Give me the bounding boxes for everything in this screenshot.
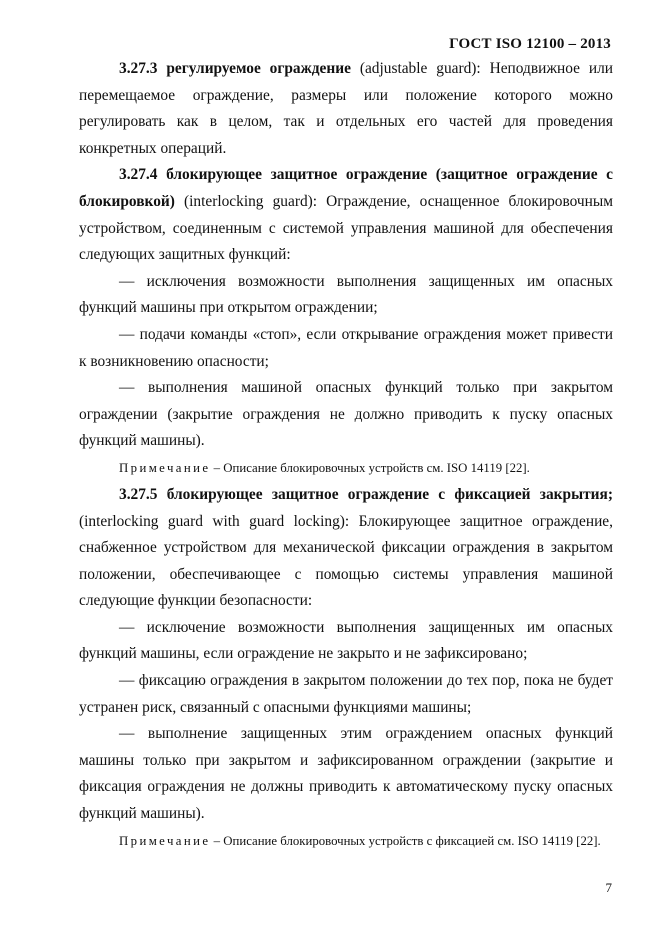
note-label: Примечание <box>119 460 211 475</box>
list-item: — фиксацию ограждения в закрытом положении до тех пор, пока не будет устранен риск, связанный с опасными функциями машины; <box>79 672 613 716</box>
note-label: Примечание <box>119 833 211 848</box>
note-3-27-4 <box>79 457 613 479</box>
definition-3-27-4-text: (interlocking guard): Ограждение, оснащенное блокировочным устройством, соединенным с системой управления машиной для обеспечения следующих защитных функций: <box>79 192 613 264</box>
term-3-27-3: 3.27.3 регулируемое ограждение <box>119 60 351 77</box>
document-header: ГОСТ ISO 12100 – 2013 <box>449 36 611 52</box>
list-item: — выполнения машиной опасных функций только при закрытом ограждении (закрытие ограждения не должно приводить к пуску опасных функций машины). <box>79 379 613 450</box>
list-item: — выполнение защищенных этим ограждением опасных функций машины только при закрытом и зафиксированном ограждении (закрытие и фиксация ограждения не должны приводить к автоматическому пуску опасных функций машины). <box>79 725 613 823</box>
definition-3-27-4 <box>79 162 613 268</box>
list-item: — исключение возможности выполнения защищенных им опасных функций машины, если ограждение не закрыто и не зафиксировано; <box>79 618 613 663</box>
page-body <box>79 56 613 855</box>
term-3-27-5: 3.27.5 блокирующее защитное ограждение с фиксацией закрытия; <box>119 485 613 503</box>
definition-3-27-3 <box>79 56 613 162</box>
definition-3-27-5 <box>79 482 613 615</box>
term-3-27-4: 3.27.4 блокирующее защитное ограждение (защитное ограждение с блокировкой) <box>79 166 613 210</box>
definition-3-27-5-text: (interlocking guard with guard locking): Блокирующее защитное ограждение, снабженное устройством для механической фиксации ограждения в закрытом положении, обеспечивающее с помощью системы управления машиной следующие функции безопасности: <box>79 512 613 610</box>
note-text: – Описание блокировочных устройств с фиксацией см. ISO 14119 [22]. <box>210 833 601 848</box>
page-number: 7 <box>605 880 612 895</box>
list-item: — исключения возможности выполнения защищенных им опасных функций машины при открытом ограждении; <box>79 272 613 317</box>
definition-3-27-3-text: (adjustable guard): Неподвижное или перемещаемое ограждение, размеры или положение которого можно регулировать как в целом, так и отдельных его частей для проведения конкретных операций. <box>79 60 613 157</box>
list-item: — подачи команды «стоп», если открывание ограждения может привести к возникновению опасности; <box>79 325 613 370</box>
note-3-27-5 <box>79 830 613 852</box>
note-text: – Описание блокировочных устройств см. ISO 14119 [22]. <box>210 460 530 475</box>
